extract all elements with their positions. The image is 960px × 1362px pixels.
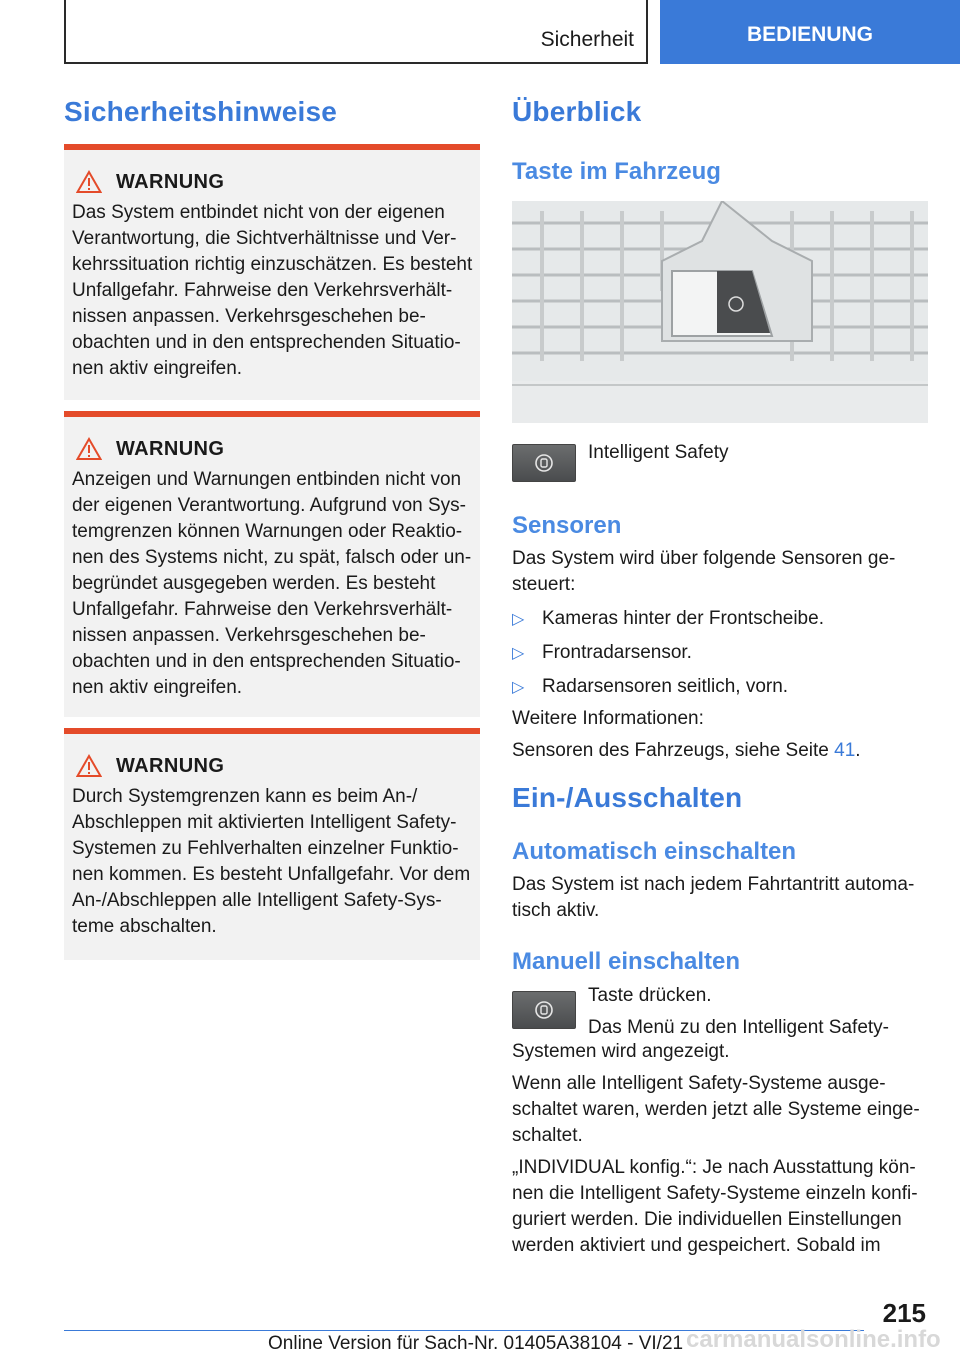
step-text: Systemen wird angezeigt. bbox=[512, 1041, 730, 1062]
text-line: Durch Systemgrenzen kann es beim An-/ bbox=[72, 786, 418, 807]
button-caption: Intelligent Safety bbox=[588, 442, 729, 463]
text-line: guriert werden. Die individuellen Einstellungen bbox=[512, 1209, 902, 1230]
bullet-triangle-icon: ▷ bbox=[512, 645, 525, 662]
text-line: begründet ausgegeben werden. Es besteht bbox=[72, 573, 436, 594]
warning-text bbox=[72, 200, 474, 382]
list-item-text: Kameras hinter der Frontscheibe. bbox=[542, 608, 824, 629]
button-caption-row bbox=[512, 444, 728, 482]
text-line: Verantwortung, die Sichtverhältnisse und Ver- bbox=[72, 228, 457, 249]
vehicle-button-illustration bbox=[512, 201, 928, 423]
sensoren-reference bbox=[512, 738, 895, 764]
paragraph-individual bbox=[512, 1155, 918, 1259]
text-line: Unfallgefahr. Fahrweise den Verkehrsverhält- bbox=[72, 280, 453, 301]
text-line: der eigenen Verantwortung. Aufgrund von Sys- bbox=[72, 495, 466, 516]
text-line: obachten und in den entsprechenden Situatio- bbox=[72, 332, 461, 353]
left-column bbox=[64, 96, 480, 937]
bullet-triangle-icon: ▷ bbox=[512, 679, 525, 696]
chapter-tab[interactable]: BEDIENUNG bbox=[660, 0, 960, 64]
warning-triangle-icon bbox=[76, 437, 102, 461]
text-line: Anzeigen und Warnungen entbinden nicht von bbox=[72, 469, 462, 490]
subheading-automatisch: Automatisch einschalten bbox=[512, 838, 797, 865]
footer-text: Online Version für Sach-Nr. 01405A38104 - VI/21 bbox=[268, 1333, 684, 1354]
text-line: „INDIVIDUAL konfig.“: Je nach Ausstattung kön- bbox=[512, 1157, 916, 1178]
heading-ein-ausschalten: Ein-/Ausschalten bbox=[512, 782, 743, 813]
text-line: tisch aktiv. bbox=[512, 900, 600, 921]
text-line: temgrenzen können Warnungen oder Reaktio- bbox=[72, 521, 463, 542]
warning-box bbox=[64, 728, 480, 960]
list-item-text: Frontradarsensor. bbox=[542, 642, 692, 663]
text-line: nissen anpassen. Verkehrsgeschehen be- bbox=[72, 306, 426, 327]
text-line: Das System wird über folgende Sensoren ge- bbox=[512, 548, 896, 569]
text-line: steuert: bbox=[512, 574, 576, 595]
safety-car-icon bbox=[534, 1000, 554, 1020]
page-number: 215 bbox=[882, 1298, 926, 1328]
text-line: nen des Systems nicht, zu spät, falsch oder un- bbox=[72, 547, 472, 568]
text-line: obachten und in den entsprechenden Situatio- bbox=[72, 651, 461, 672]
step-text: Taste drücken. bbox=[588, 985, 712, 1006]
safety-car-icon bbox=[534, 453, 554, 473]
warning-title: WARNUNG bbox=[116, 754, 225, 777]
text-line: werden aktiviert und gespeichert. Sobald im bbox=[512, 1235, 881, 1256]
subheading-manuell: Manuell einschalten bbox=[512, 948, 741, 975]
reference-text: Sensoren des Fahrzeugs, siehe Seite bbox=[512, 740, 835, 761]
warning-box bbox=[64, 411, 480, 717]
list-item bbox=[512, 640, 895, 666]
subheading-sensoren: Sensoren bbox=[512, 512, 622, 539]
heading-ueberblick: Überblick bbox=[512, 96, 642, 127]
section-title: Sicherheit bbox=[540, 28, 634, 51]
text-line: An-/Abschleppen alle Intelligent Safety-Sys- bbox=[72, 890, 442, 911]
vehicle-button-photo bbox=[512, 201, 928, 423]
warning-triangle-icon bbox=[76, 170, 102, 194]
text-line: schaltet. bbox=[512, 1125, 583, 1146]
text-line: Abschleppen mit aktivierten Intelligent Safety- bbox=[72, 812, 457, 833]
list-item bbox=[512, 606, 895, 632]
page-link[interactable]: 41 bbox=[834, 740, 856, 761]
step-text: Das Menü zu den Intelligent Safety- bbox=[588, 1017, 890, 1038]
text-line: schaltet waren, werden jetzt alle Systeme einge- bbox=[512, 1099, 920, 1120]
subheading-taste: Taste im Fahrzeug bbox=[512, 158, 721, 185]
text-line: teme abschalten. bbox=[72, 916, 217, 937]
reference-end: . bbox=[855, 740, 861, 761]
paragraph-alle bbox=[512, 1071, 920, 1149]
text-line: nen kommen. Es besteht Unfallgefahr. Vor dem bbox=[72, 864, 471, 885]
text-line: Systemen zu Fehlverhalten einzelner Funktio- bbox=[72, 838, 459, 859]
intelligent-safety-button-icon[interactable] bbox=[512, 991, 576, 1029]
text-line: nen aktiv eingreifen. bbox=[72, 358, 243, 379]
list-item bbox=[512, 674, 895, 700]
warning-text bbox=[72, 467, 474, 701]
auto-section bbox=[512, 872, 914, 924]
text-line: Wenn alle Intelligent Safety-Systeme ausge- bbox=[512, 1073, 886, 1094]
warning-box bbox=[64, 144, 480, 400]
sensoren-section bbox=[512, 546, 895, 764]
weitere-informationen: Weitere Informationen: bbox=[512, 708, 704, 729]
watermark: carmanualsonline.info bbox=[686, 1326, 941, 1353]
list-item-text: Radarsensoren seitlich, vorn. bbox=[542, 676, 789, 697]
text-line: Das System ist nach jedem Fahrtantritt automa- bbox=[512, 874, 915, 895]
intelligent-safety-button-icon[interactable] bbox=[512, 444, 576, 482]
warning-title: WARNUNG bbox=[116, 170, 225, 193]
bullet-triangle-icon: ▷ bbox=[512, 611, 525, 628]
text-line: nen aktiv eingreifen. bbox=[72, 677, 243, 698]
text-line: kehrssituation richtig einzuschätzen. Es besteht bbox=[72, 254, 473, 275]
text-line: nen die Intelligent Safety-Systeme einzeln konfi- bbox=[512, 1183, 918, 1204]
text-line: Unfallgefahr. Fahrweise den Verkehrsverhält- bbox=[72, 599, 453, 620]
warning-text bbox=[72, 784, 474, 940]
heading-sicherheitshinweise: Sicherheitshinweise bbox=[64, 96, 338, 127]
warning-title: WARNUNG bbox=[116, 437, 225, 460]
text-line: Das System entbindet nicht von der eigenen bbox=[72, 202, 445, 223]
text-line: nissen anpassen. Verkehrsgeschehen be- bbox=[72, 625, 426, 646]
warning-triangle-icon bbox=[76, 754, 102, 778]
right-column bbox=[512, 96, 928, 1256]
